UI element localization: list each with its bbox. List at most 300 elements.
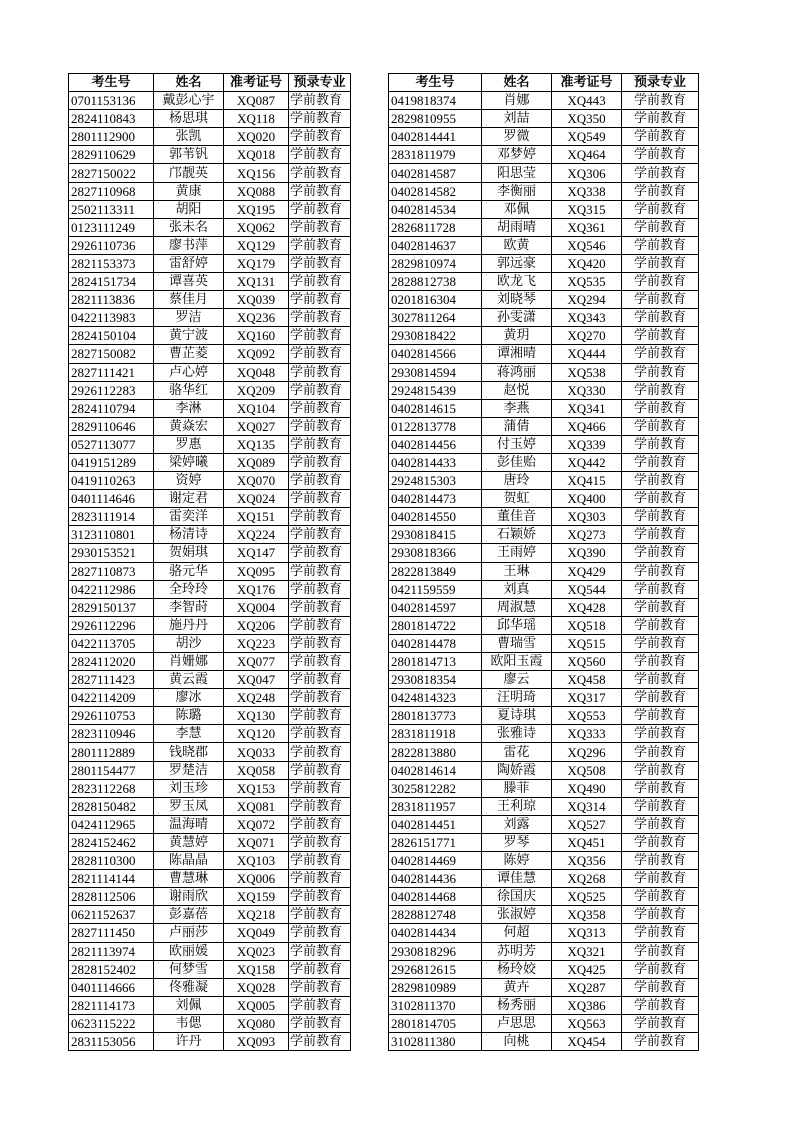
student-name-cell: 曹芷菱 [154, 345, 224, 363]
major-cell: 学前教育 [622, 363, 699, 381]
exam-number-cell: 2801814722 [389, 616, 482, 634]
table-row [389, 508, 699, 526]
exam-number-cell: 2821113974 [69, 942, 154, 960]
major-cell: 学前教育 [289, 1014, 351, 1032]
major-cell: 学前教育 [289, 490, 351, 508]
student-name-cell: 雷舒婷 [154, 254, 224, 272]
admission-ticket-cell: XQ218 [224, 906, 289, 924]
major-cell: 学前教育 [289, 544, 351, 562]
admission-ticket-cell: XQ425 [552, 960, 622, 978]
exam-number-cell: 2821114173 [69, 996, 154, 1014]
exam-number-cell: 2828110300 [69, 852, 154, 870]
major-cell: 学前教育 [622, 327, 699, 345]
admission-ticket-cell: XQ129 [224, 236, 289, 254]
table-row [69, 544, 351, 562]
exam-number-cell: 0422113705 [69, 634, 154, 652]
table-row [69, 924, 351, 942]
exam-number-cell: 2824151734 [69, 273, 154, 291]
table-row [69, 616, 351, 634]
major-cell: 学前教育 [289, 671, 351, 689]
admission-ticket-cell: XQ458 [552, 671, 622, 689]
admission-ticket-cell: XQ093 [224, 1032, 289, 1050]
table-row [389, 978, 699, 996]
table-row [69, 653, 351, 671]
admission-ticket-cell: XQ077 [224, 653, 289, 671]
exam-number-cell: 2827150082 [69, 345, 154, 363]
exam-number-cell: 2829110646 [69, 417, 154, 435]
table-row [69, 761, 351, 779]
major-cell: 学前教育 [622, 309, 699, 327]
student-name-cell: 谢雨欣 [154, 888, 224, 906]
student-name-cell: 谢定君 [154, 490, 224, 508]
major-cell: 学前教育 [289, 689, 351, 707]
student-name-cell: 钱晓郡 [154, 743, 224, 761]
major-cell: 学前教育 [622, 1032, 699, 1050]
major-cell: 学前教育 [622, 797, 699, 815]
student-name-cell: 罗琴 [482, 833, 552, 851]
major-cell: 学前教育 [622, 490, 699, 508]
student-name-cell: 贺虹 [482, 490, 552, 508]
admission-ticket-cell: XQ306 [552, 164, 622, 182]
exam-number-cell: 0402814436 [389, 870, 482, 888]
table-row [389, 924, 699, 942]
exam-number-cell: 3102811380 [389, 1032, 482, 1050]
table-row [69, 236, 351, 254]
admission-ticket-cell: XQ390 [552, 544, 622, 562]
student-name-cell: 蒋鸿丽 [482, 363, 552, 381]
admission-ticket-cell: XQ005 [224, 996, 289, 1014]
table-row [389, 146, 699, 164]
table-row [389, 833, 699, 851]
exam-number-cell: 0421159559 [389, 580, 482, 598]
admission-ticket-cell: XQ444 [552, 345, 622, 363]
admission-ticket-cell: XQ544 [552, 580, 622, 598]
student-name-cell: 周淑慧 [482, 598, 552, 616]
major-cell: 学前教育 [622, 761, 699, 779]
table-row [389, 128, 699, 146]
table-row [69, 327, 351, 345]
exam-number-cell: 0122813778 [389, 417, 482, 435]
table-row [389, 110, 699, 128]
exam-number-cell: 0424814323 [389, 689, 482, 707]
exam-number-cell: 2824110843 [69, 110, 154, 128]
student-name-cell: 廖云 [482, 671, 552, 689]
admission-ticket-cell: XQ070 [224, 472, 289, 490]
student-name-cell: 何梦雪 [154, 960, 224, 978]
admission-ticket-cell: XQ442 [552, 453, 622, 471]
admission-ticket-cell: XQ092 [224, 345, 289, 363]
student-name-cell: 肖姗娜 [154, 653, 224, 671]
exam-number-cell: 2827111423 [69, 671, 154, 689]
major-cell: 学前教育 [622, 815, 699, 833]
table-row [69, 182, 351, 200]
exam-number-cell: 0422112986 [69, 580, 154, 598]
table-row [389, 381, 699, 399]
major-cell: 学前教育 [622, 254, 699, 272]
table-row [69, 815, 351, 833]
table-row [389, 743, 699, 761]
table-row [389, 417, 699, 435]
exam-number-cell: 2801814705 [389, 1014, 482, 1032]
major-cell: 学前教育 [622, 689, 699, 707]
exam-number-cell: 0402814433 [389, 453, 482, 471]
table-row [389, 164, 699, 182]
exam-number-cell: 0402814615 [389, 399, 482, 417]
student-name-cell: 温海晴 [154, 815, 224, 833]
admission-ticket-cell: XQ553 [552, 707, 622, 725]
major-cell: 学前教育 [289, 218, 351, 236]
major-cell: 学前教育 [289, 164, 351, 182]
admission-ticket-cell: XQ400 [552, 490, 622, 508]
exam-number-cell: 3123110801 [69, 526, 154, 544]
table-row [389, 797, 699, 815]
admission-ticket-cell: XQ049 [224, 924, 289, 942]
admission-ticket-cell: XQ048 [224, 363, 289, 381]
table-row [69, 435, 351, 453]
student-name-cell: 刘玉珍 [154, 779, 224, 797]
student-name-cell: 杨秀丽 [482, 996, 552, 1014]
exam-number-cell: 2828112506 [69, 888, 154, 906]
table-row [389, 580, 699, 598]
major-cell: 学前教育 [289, 508, 351, 526]
student-name-cell: 王琳 [482, 562, 552, 580]
admission-ticket-cell: XQ527 [552, 815, 622, 833]
major-cell: 学前教育 [622, 942, 699, 960]
admission-ticket-cell: XQ361 [552, 218, 622, 236]
table-row [69, 671, 351, 689]
major-cell: 学前教育 [289, 309, 351, 327]
admission-ticket-cell: XQ330 [552, 381, 622, 399]
major-cell: 学前教育 [622, 291, 699, 309]
student-name-cell: 刘晓琴 [482, 291, 552, 309]
student-name-cell: 黄玥 [482, 327, 552, 345]
student-name-cell: 黄焱宏 [154, 417, 224, 435]
table-row [69, 200, 351, 218]
exam-number-cell: 2829810989 [389, 978, 482, 996]
exam-number-cell: 0623115222 [69, 1014, 154, 1032]
student-name-cell: 黄云霞 [154, 671, 224, 689]
major-cell: 学前教育 [622, 580, 699, 598]
table-row [69, 417, 351, 435]
admission-ticket-cell: XQ451 [552, 833, 622, 851]
student-name-cell: 卢心婷 [154, 363, 224, 381]
student-name-cell: 欧龙飞 [482, 273, 552, 291]
major-cell: 学前教育 [622, 417, 699, 435]
major-cell: 学前教育 [622, 888, 699, 906]
major-cell: 学前教育 [622, 852, 699, 870]
major-cell: 学前教育 [622, 508, 699, 526]
student-name-cell: 谭喜英 [154, 273, 224, 291]
student-name-cell: 蒲倩 [482, 417, 552, 435]
exam-number-cell: 2926110753 [69, 707, 154, 725]
table-row [389, 453, 699, 471]
admission-ticket-cell: XQ248 [224, 689, 289, 707]
major-cell: 学前教育 [289, 924, 351, 942]
admission-ticket-cell: XQ420 [552, 254, 622, 272]
table-row [69, 363, 351, 381]
table-row [389, 598, 699, 616]
admission-ticket-cell: XQ120 [224, 725, 289, 743]
admission-ticket-cell: XQ004 [224, 598, 289, 616]
table-row [69, 743, 351, 761]
student-name-cell: 贺娟琪 [154, 544, 224, 562]
table-row [389, 761, 699, 779]
admission-ticket-cell: XQ356 [552, 852, 622, 870]
major-cell: 学前教育 [289, 707, 351, 725]
major-cell: 学前教育 [622, 435, 699, 453]
table-row [69, 634, 351, 652]
student-name-cell: 罗玉凤 [154, 797, 224, 815]
table-row [389, 671, 699, 689]
student-name-cell: 陈婷 [482, 852, 552, 870]
major-cell: 学前教育 [289, 725, 351, 743]
header-name: 姓名 [482, 74, 552, 92]
admission-ticket-cell: XQ103 [224, 852, 289, 870]
exam-number-cell: 2827111450 [69, 924, 154, 942]
major-cell: 学前教育 [289, 182, 351, 200]
exam-number-cell: 2930818366 [389, 544, 482, 562]
student-name-cell: 黄康 [154, 182, 224, 200]
major-cell: 学前教育 [622, 707, 699, 725]
header-admission-ticket: 准考证号 [224, 74, 289, 92]
major-cell: 学前教育 [622, 218, 699, 236]
major-cell: 学前教育 [622, 960, 699, 978]
exam-number-cell: 0402814566 [389, 345, 482, 363]
table-row [69, 218, 351, 236]
major-cell: 学前教育 [622, 92, 699, 110]
student-name-cell: 刘佩 [154, 996, 224, 1014]
major-cell: 学前教育 [289, 273, 351, 291]
exam-number-cell: 2926110736 [69, 236, 154, 254]
exam-number-cell: 2824110794 [69, 399, 154, 417]
admission-ticket-cell: XQ047 [224, 671, 289, 689]
exam-number-cell: 2924815439 [389, 381, 482, 399]
table-row [389, 870, 699, 888]
student-name-cell: 欧丽媛 [154, 942, 224, 960]
table-row [389, 218, 699, 236]
admission-ticket-cell: XQ429 [552, 562, 622, 580]
exam-number-cell: 0401114646 [69, 490, 154, 508]
exam-number-cell: 0402814478 [389, 634, 482, 652]
table-row [69, 146, 351, 164]
major-cell: 学前教育 [289, 870, 351, 888]
admission-ticket-cell: XQ223 [224, 634, 289, 652]
major-cell: 学前教育 [289, 200, 351, 218]
table-row [69, 833, 351, 851]
student-name-cell: 罗洁 [154, 309, 224, 327]
table-row [389, 725, 699, 743]
student-name-cell: 向桃 [482, 1032, 552, 1050]
exam-number-cell: 2828150482 [69, 797, 154, 815]
student-name-cell: 梁婷曦 [154, 453, 224, 471]
admission-ticket-cell: XQ538 [552, 363, 622, 381]
table-row [389, 291, 699, 309]
major-cell: 学前教育 [289, 472, 351, 490]
exam-number-cell: 0402814456 [389, 435, 482, 453]
exam-number-cell: 2828152402 [69, 960, 154, 978]
table-row [69, 381, 351, 399]
major-cell: 学前教育 [622, 978, 699, 996]
table-row [389, 562, 699, 580]
exam-number-cell: 2926112296 [69, 616, 154, 634]
exam-number-cell: 0401114666 [69, 978, 154, 996]
table-row [69, 797, 351, 815]
student-name-cell: 罗惠 [154, 435, 224, 453]
exam-number-cell: 2826811728 [389, 218, 482, 236]
student-name-cell: 杨思琪 [154, 110, 224, 128]
student-name-cell: 王雨婷 [482, 544, 552, 562]
table-row [69, 562, 351, 580]
admission-ticket-cell: XQ131 [224, 273, 289, 291]
major-cell: 学前教育 [289, 110, 351, 128]
admission-ticket-cell: XQ321 [552, 942, 622, 960]
admission-ticket-cell: XQ176 [224, 580, 289, 598]
major-cell: 学前教育 [622, 182, 699, 200]
exam-number-cell: 0402814473 [389, 490, 482, 508]
student-name-cell: 李智莳 [154, 598, 224, 616]
exam-number-cell: 2827110968 [69, 182, 154, 200]
student-name-cell: 罗微 [482, 128, 552, 146]
table-row [389, 653, 699, 671]
admission-ticket-cell: XQ058 [224, 761, 289, 779]
major-cell: 学前教育 [289, 978, 351, 996]
exam-number-cell: 3102811370 [389, 996, 482, 1014]
table-row [389, 92, 699, 110]
major-cell: 学前教育 [289, 399, 351, 417]
table-row [69, 942, 351, 960]
major-cell: 学前教育 [289, 779, 351, 797]
major-cell: 学前教育 [289, 526, 351, 544]
admission-ticket-cell: XQ104 [224, 399, 289, 417]
table-row [69, 870, 351, 888]
table-row [69, 128, 351, 146]
table-row [69, 399, 351, 417]
student-name-cell: 黄宁波 [154, 327, 224, 345]
admission-ticket-cell: XQ089 [224, 453, 289, 471]
major-cell: 学前教育 [289, 833, 351, 851]
exam-number-cell: 2822813849 [389, 562, 482, 580]
exam-number-cell: 2831153056 [69, 1032, 154, 1050]
major-cell: 学前教育 [622, 725, 699, 743]
student-name-cell: 雷花 [482, 743, 552, 761]
student-name-cell: 戴彭心宇 [154, 92, 224, 110]
major-cell: 学前教育 [622, 870, 699, 888]
major-cell: 学前教育 [289, 1032, 351, 1050]
table-row [389, 544, 699, 562]
admission-ticket-cell: XQ428 [552, 598, 622, 616]
header-row [389, 74, 699, 92]
student-name-cell: 杨清诗 [154, 526, 224, 544]
exam-number-cell: 0402814597 [389, 598, 482, 616]
header-row [69, 74, 351, 92]
exam-number-cell: 2824152462 [69, 833, 154, 851]
table-row [389, 616, 699, 634]
exam-number-cell: 2801112900 [69, 128, 154, 146]
table-row [389, 345, 699, 363]
table-row [389, 1032, 699, 1050]
table-row [69, 345, 351, 363]
student-name-cell: 肖娜 [482, 92, 552, 110]
exam-number-cell: 0422113983 [69, 309, 154, 327]
admission-ticket-cell: XQ179 [224, 254, 289, 272]
major-cell: 学前教育 [622, 236, 699, 254]
table-row [69, 707, 351, 725]
admission-ticket-cell: XQ490 [552, 779, 622, 797]
exam-number-cell: 0701153136 [69, 92, 154, 110]
major-cell: 学前教育 [622, 653, 699, 671]
admission-ticket-cell: XQ209 [224, 381, 289, 399]
table-row [389, 254, 699, 272]
major-cell: 学前教育 [622, 164, 699, 182]
table-row [389, 200, 699, 218]
table-row [69, 725, 351, 743]
major-cell: 学前教育 [622, 996, 699, 1014]
admission-ticket-cell: XQ118 [224, 110, 289, 128]
major-cell: 学前教育 [289, 254, 351, 272]
student-name-cell: 张淑婷 [482, 906, 552, 924]
admission-ticket-cell: XQ087 [224, 92, 289, 110]
table-row [389, 490, 699, 508]
major-cell: 学前教育 [289, 996, 351, 1014]
major-cell: 学前教育 [289, 815, 351, 833]
student-name-cell: 徐国庆 [482, 888, 552, 906]
exam-number-cell: 0402814441 [389, 128, 482, 146]
table-row [389, 435, 699, 453]
exam-number-cell: 0419110263 [69, 472, 154, 490]
table-row [69, 689, 351, 707]
table-row [389, 182, 699, 200]
admission-ticket-cell: XQ518 [552, 616, 622, 634]
major-cell: 学前教育 [289, 743, 351, 761]
admission-ticket-cell: XQ317 [552, 689, 622, 707]
table-row [69, 164, 351, 182]
admission-ticket-cell: XQ343 [552, 309, 622, 327]
exam-number-cell: 0419151289 [69, 453, 154, 471]
student-name-cell: 郭苇钒 [154, 146, 224, 164]
major-cell: 学前教育 [622, 562, 699, 580]
exam-number-cell: 3025812282 [389, 779, 482, 797]
student-name-cell: 廖书萍 [154, 236, 224, 254]
admission-ticket-cell: XQ525 [552, 888, 622, 906]
exam-number-cell: 2829150137 [69, 598, 154, 616]
exam-number-cell: 2926112283 [69, 381, 154, 399]
exam-number-cell: 0424112965 [69, 815, 154, 833]
exam-number-cell: 2827110873 [69, 562, 154, 580]
major-cell: 学前教育 [289, 128, 351, 146]
student-name-cell: 廖冰 [154, 689, 224, 707]
exam-number-cell: 0201816304 [389, 291, 482, 309]
major-cell: 学前教育 [622, 924, 699, 942]
major-cell: 学前教育 [622, 671, 699, 689]
admission-ticket-cell: XQ268 [552, 870, 622, 888]
exam-number-cell: 0402814550 [389, 508, 482, 526]
exam-number-cell: 2801813773 [389, 707, 482, 725]
student-name-cell: 佟雅凝 [154, 978, 224, 996]
exam-number-cell: 0419818374 [389, 92, 482, 110]
admission-ticket-cell: XQ224 [224, 526, 289, 544]
table-row [69, 453, 351, 471]
admission-ticket-cell: XQ156 [224, 164, 289, 182]
header-major: 预录专业 [622, 74, 699, 92]
admission-ticket-cell: XQ339 [552, 435, 622, 453]
table-row [389, 526, 699, 544]
student-name-cell: 蔡佳月 [154, 291, 224, 309]
admission-ticket-cell: XQ341 [552, 399, 622, 417]
student-name-cell: 李淋 [154, 399, 224, 417]
major-cell: 学前教育 [289, 381, 351, 399]
student-name-cell: 全玲玲 [154, 580, 224, 598]
student-name-cell: 李燕 [482, 399, 552, 417]
